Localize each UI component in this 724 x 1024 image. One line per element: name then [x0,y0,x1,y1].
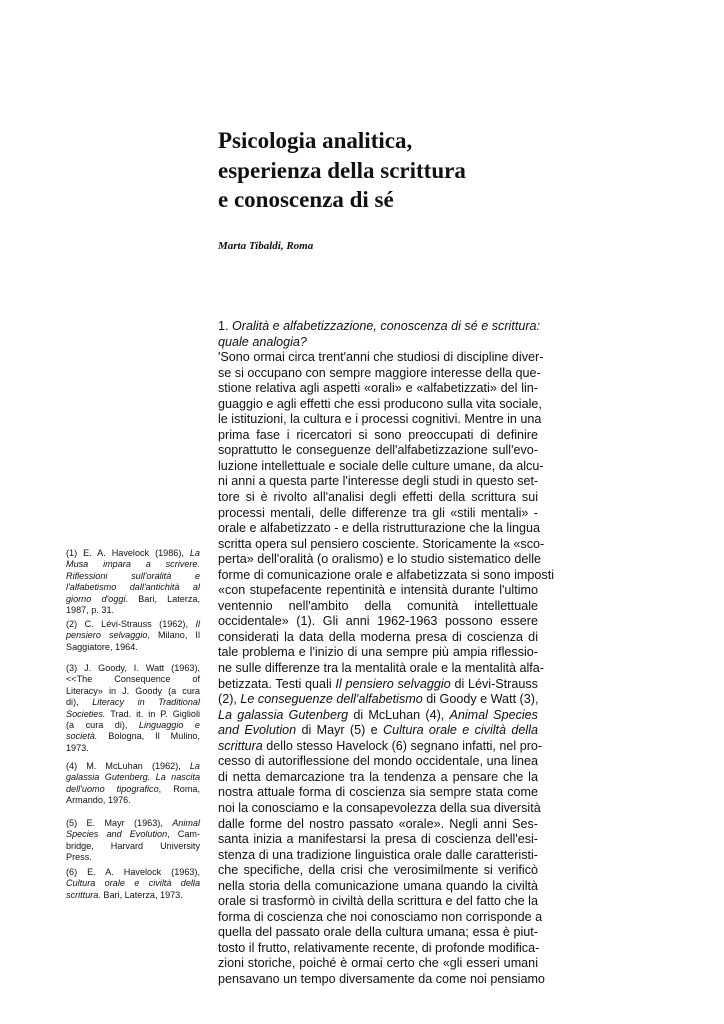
body-line: forme di comunicazione orale e alfabetizzata si sono imposti [218,567,555,582]
footnote-line: scrittura. Bari, Laterza, 1973. [66,889,183,900]
body-line: betizzata. Testi quali Il pensiero selvaggio di Lévi-Strauss [218,676,538,691]
body-line: dalle forme del nostro passato «orale». Negli anni Ses- [218,816,538,831]
title-line: Psicologia analitica, [218,128,413,153]
footnote-line: giorno d'oggi. Bari, Laterza, [66,593,200,604]
footnote-line: (6) E. A. Havelock (1963), [66,867,200,877]
body-line: considerati la data della moderna presa di coscienza di [218,629,538,644]
footnote [66,867,200,901]
title-line: esperienza della scrittura [218,157,466,183]
body-line: processi mentali, delle differenze tra gli «stili mentali» - [218,505,538,520]
body-line: prima fase i ricercatori si sono preoccupati di definire [218,427,538,442]
body-line: ni anni a questa parte l'interesse degli studi in questo set- [218,474,539,489]
body-line: nostra attuale forma di coscienza sia sempre stata come [218,785,538,800]
body-line: noi la conosciamo e la consapevolezza della sua diversità [218,800,541,815]
body-line: santa inizia a manifestarsi la presa di coscienza dell'esi- [218,832,538,847]
body-line: pensavano un tempo diversamente da come noi pensiamo [218,971,545,986]
footnote-line: dell'uomo tipografico, Roma, [66,783,200,794]
footnote-line: Species and Evolution, Cam- [66,829,200,840]
section-heading [218,319,541,335]
body-line: forma di coscienza che noi conosciamo non corrisponde a [218,909,543,924]
body-line: tosto il frutto, relativamente recente, di profonde modifica- [218,940,540,955]
body-line: nella storia della comunicazione umana quando la civiltà [218,878,538,893]
body-line: soprattutto le conseguenze dell'alfabetizzazione sull'evo- [218,443,538,458]
footnote-line: 1987, p. 31. [66,605,115,616]
footnote [66,818,200,864]
footnote-line: Riflessioni sull'oralità e [66,570,200,581]
section-heading-continued: quale analogia? [218,334,307,349]
footnote-line: Literacy» in J. Goody (a cura [66,685,200,696]
footnote-line: l'alfabetismo dall'antichità al [66,582,200,593]
footnote-line: (3) J. Goody, I. Watt (1963), [66,663,200,673]
footnote-line: Press. [66,852,92,863]
body-line: orale e alfabetizzato - e della ristrutturazione che la lingua [218,521,541,536]
footnote-line: (2) C. Lévi-Strauss (1962), Il [66,619,200,629]
body-line: perta» dell'oralità (o oralismo) e lo studio sistematico delle [218,552,541,567]
body-line: stione relativa agli aspetti «orali» e «alfabetizzati» del lin- [218,381,538,396]
footnote-line: Societies. Trad. it. in P. Giglioli [66,708,200,719]
body-line: quella del passato orale della cultura umana; essa è piut- [218,925,538,940]
body-line: che specifiche, della crisi che verosimilmente si verificò [218,863,538,878]
footnote-line: pensiero selvaggio, Milano, Il [66,630,200,641]
body-line: luzione intellettuale e sociale delle culture umane, da alcu- [218,458,544,473]
body-line: orale si trasformò in civiltà della scrittura e del fatto che la [218,894,538,909]
body-line: stenza di una tradizione linguistica orale dalle caratteristi- [218,847,538,862]
body-line: guaggio e agli effetti che essi producono sulla vita sociale, [218,396,542,411]
body-line: 'Sono ormai circa trent'anni che studiosi di discipline diver- [218,350,544,365]
footnote [66,761,200,807]
footnote-line: (a cura di), Linguaggio e [66,720,200,731]
main-text-column [218,319,555,988]
footnote [66,548,200,616]
footnote-line: società. Bologna, Il Mulino, [66,731,200,742]
author-byline: Marta Tibaldi, Roma [218,240,314,252]
body-line: tore si è rivolto all'analisi degli effetti della scrittura sui [218,490,538,505]
body-line: tale problema e l'inizio di una sempre più ampia riflessio- [218,645,538,660]
footnote-line: <<The Consequence of [66,674,200,685]
body-line: occidentale» (1). Gli anni 1962-1963 possono essere [218,614,538,629]
footnote-line: 1973. [66,742,89,753]
footnote-line: (5) E. Mayr (1963), Animal [66,818,200,828]
section-heading-text: Oralità e alfabetizzazione, conoscenza di sé e scrittura: [232,319,541,333]
body-line: se si occupano con sempre maggiore interesse della que- [218,365,541,380]
body-line: «con stupefacente repentinità e intensità durante l'ultimo [218,583,538,598]
footnote [66,663,200,754]
article-title [218,126,638,215]
footnote-line: di), Literacy in Traditional [66,697,200,708]
footnote-line: Cultura orale e civiltà della [66,878,200,889]
body-line: scritta opera sul pensiero cosciente. Storicamente la «sco- [218,536,545,551]
body-line: (2), Le conseguenze dell'alfabetismo di Goody e Watt (3), [218,692,539,707]
footnote-line: (4) M. McLuhan (1962), La [66,761,200,771]
body-line: ne sulle differenze tra la mentalità orale e la mentalità alfa- [218,661,544,676]
footnote-line: Saggiatore, 1964. [66,641,138,652]
body-line: scrittura dello stesso Havelock (6) segnano infatti, nel pro- [218,738,543,753]
body-line: le istituzioni, la cultura e i processi cognitivi. Mentre in una [218,412,542,427]
body-line: and Evolution di Mayr (5) e Cultura orale e civiltà della [218,723,538,738]
body-line: di netta demarcazione tra la tendenza a pensare che la [218,769,538,784]
footnote-line: Musa impara a scrivere. [66,559,200,570]
title-line: e conoscenza di sé [218,187,394,212]
body-paragraph [218,350,555,987]
section-number: 1. [218,319,229,333]
body-line: La galassia Gutenberg di McLuhan (4), Animal Species [218,707,538,722]
body-line: ventennio nell'ambito della comunità intellettuale [218,598,538,613]
footnote-line: galassia Gutenberg. La nascita [66,772,200,783]
footnote-line: bridge, Harvard University [66,840,200,851]
footnote [66,619,200,653]
body-line: zioni storiche, poiché è ormai certo che «gli esseri umani [218,956,538,971]
footnote-line: (1) E. A. Havelock (1986), La [66,548,200,558]
footnote-line: Armando, 1976. [66,795,131,806]
body-line: cesso di autoriflessione del mondo occidentale, una linea [218,754,538,769]
